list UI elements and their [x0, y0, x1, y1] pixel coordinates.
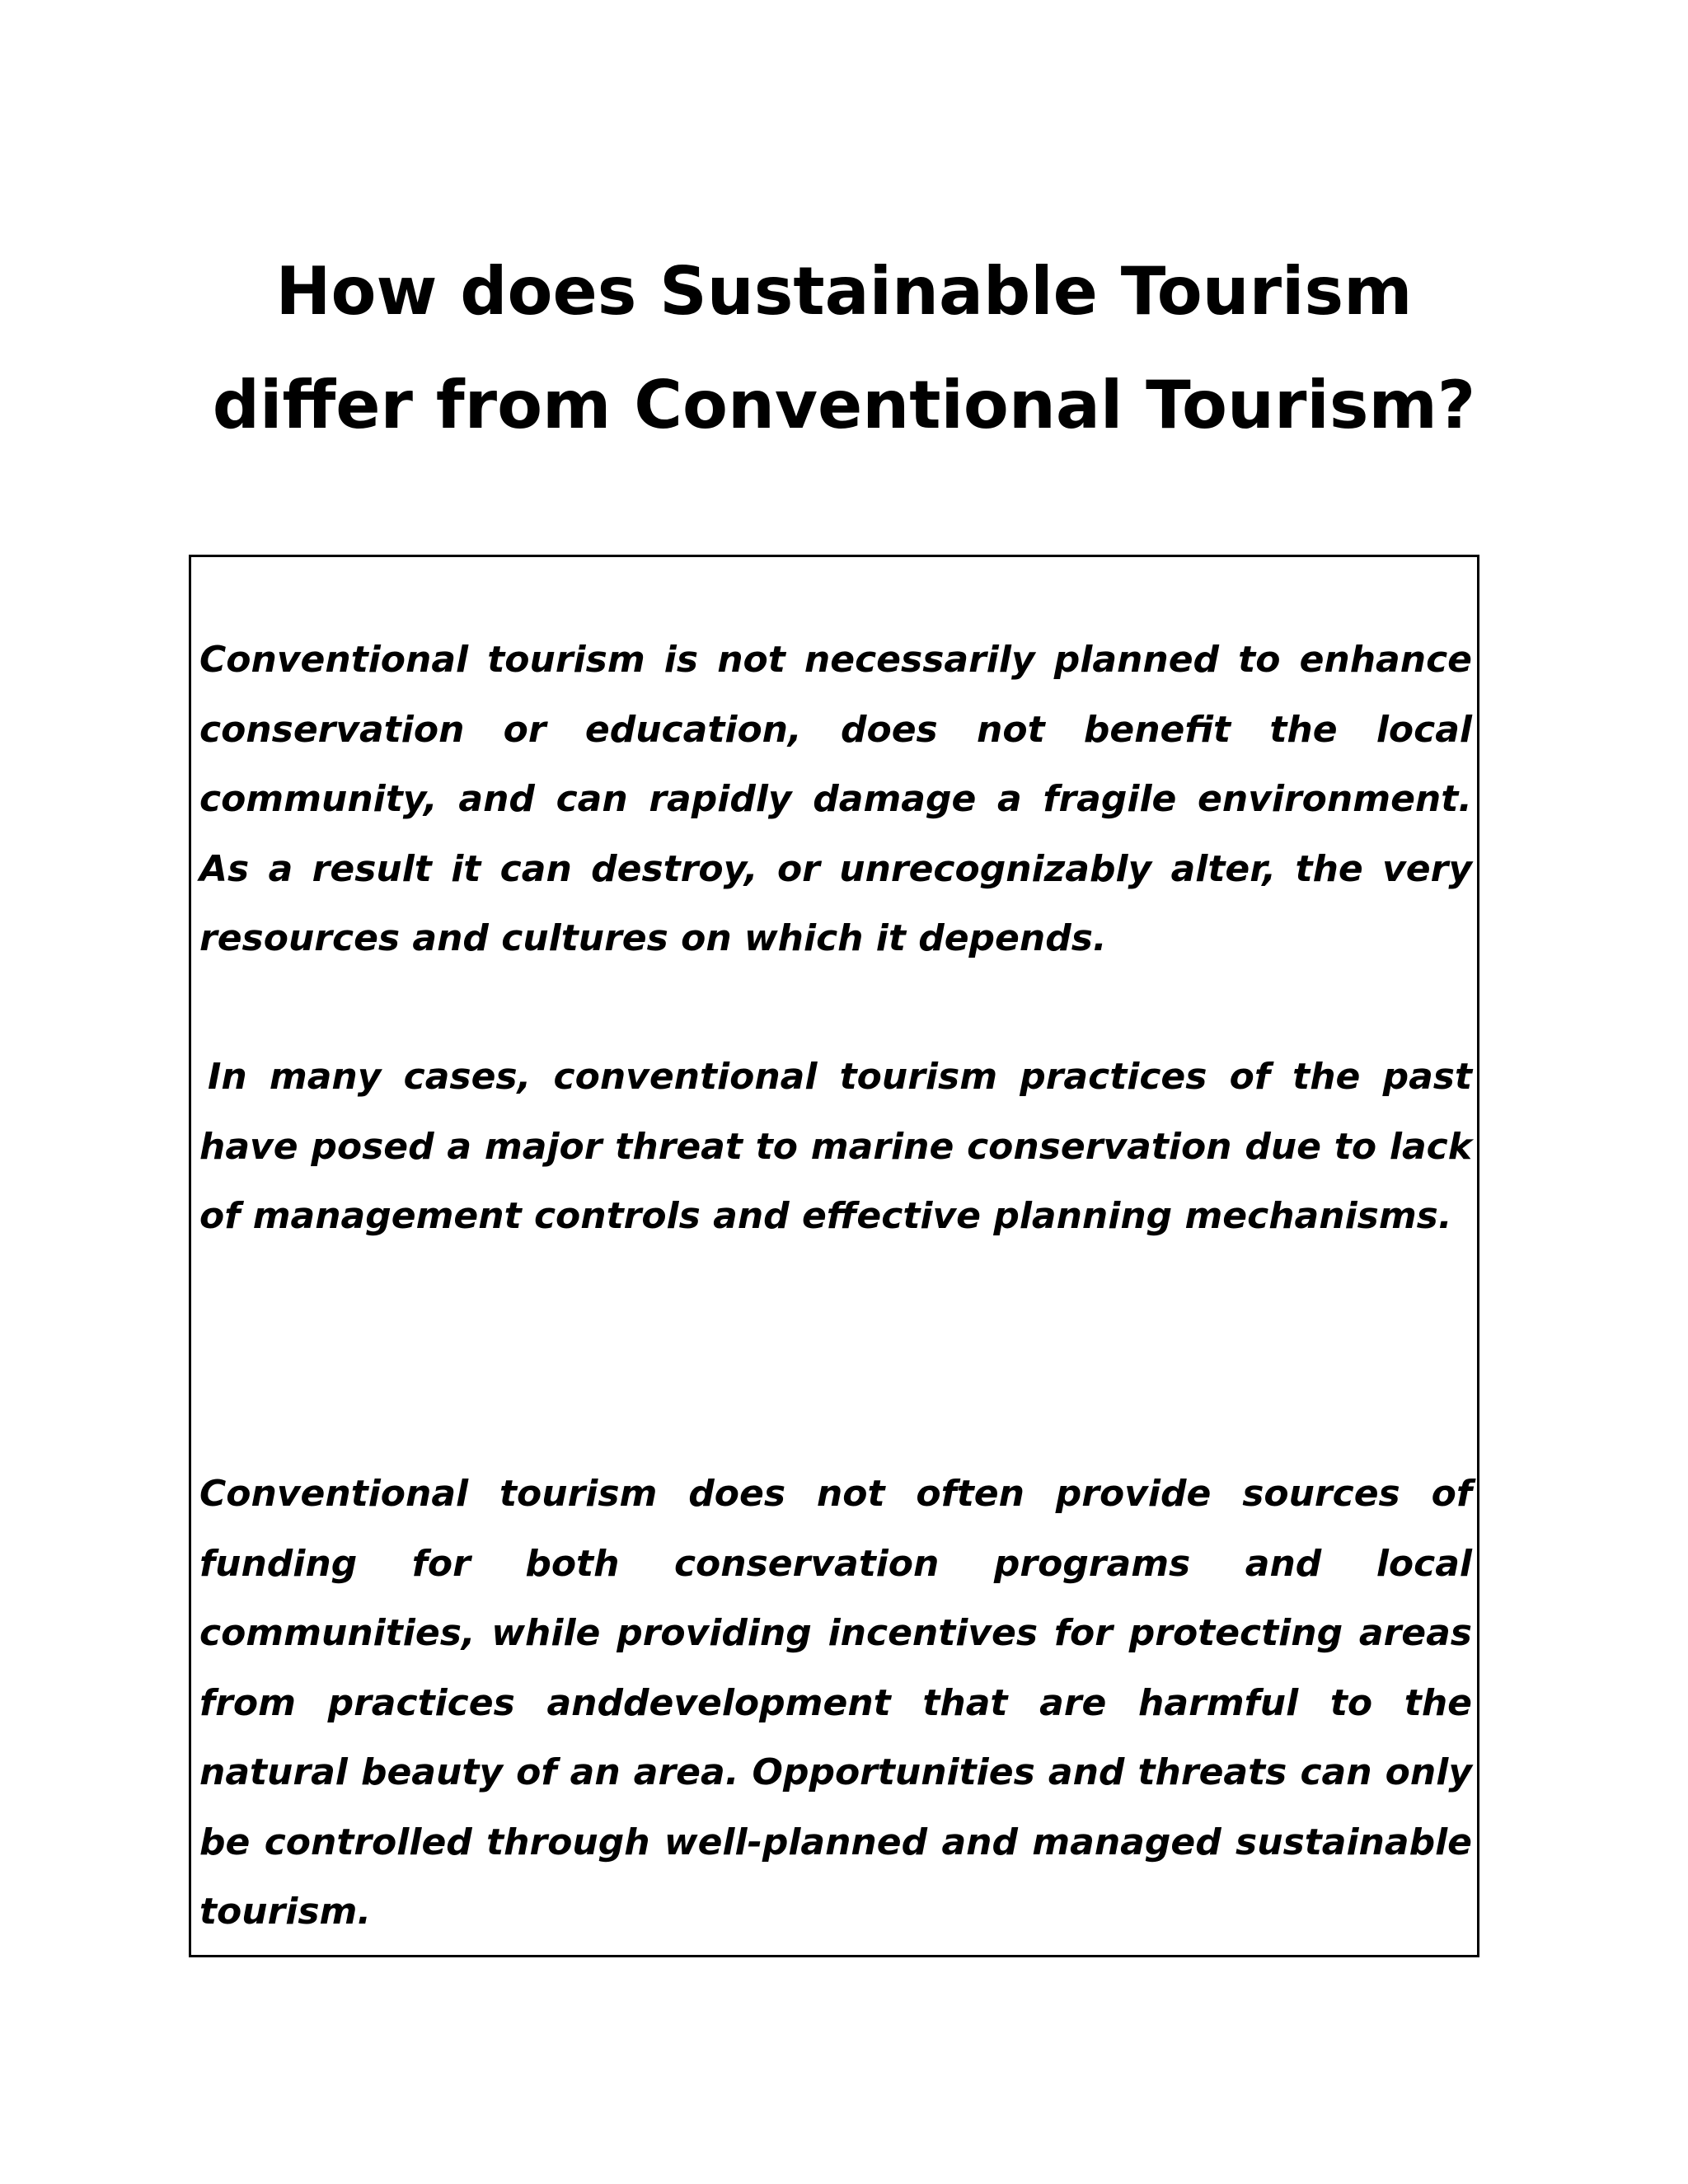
- paragraph-funding: Conventional tourism does not often provide sources of funding for both conservation programs and local communities, while providing incentives for protecting areas from practices anddevelopment that are harmful to the natural beauty of an area. Opportunities and threats can only be controlled through well-planned and managed sustainable tourism.: [199, 1473, 1472, 1933]
- page-title-line-1: How does Sustainable Tourism: [275, 253, 1413, 330]
- page-title-line-2: differ from Conventional Tourism?: [212, 367, 1476, 443]
- paragraph-conventional-tourism: Conventional tourism is not necessarily planned to enhance conservation or education, does not benefit the local community, and can rapidly damage a fragile environment. As a result it can destroy, or unrecognizably alter, the very resources and cultures on which it depends.: [199, 639, 1472, 959]
- paragraph-marine-conservation: In many cases, conventional tourism practices of the past have posed a major threat to marine conservation due to lack of management controls and effective planning mechanisms.: [199, 1056, 1472, 1237]
- content-box: [189, 555, 1479, 1957]
- page-title: [0, 235, 1688, 462]
